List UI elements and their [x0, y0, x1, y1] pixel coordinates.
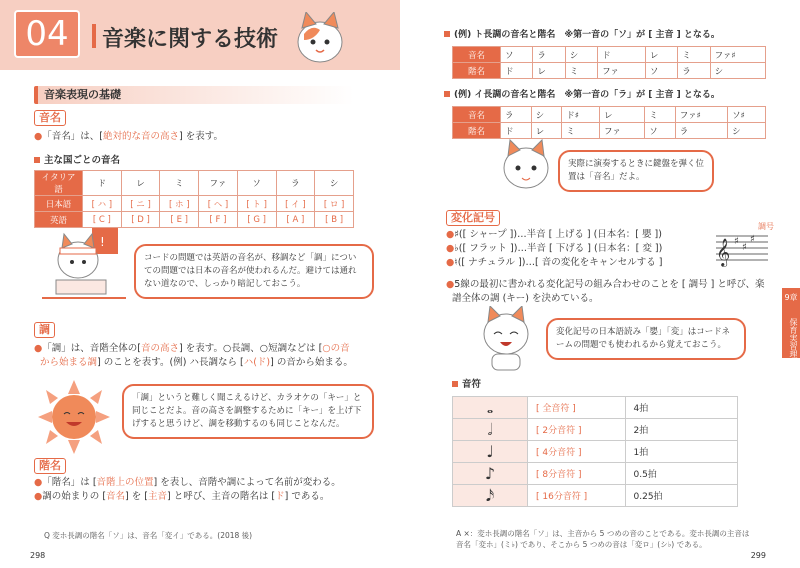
table-cell: [ ホ ]	[160, 196, 199, 212]
answer-footnote: A ×：変ホ長調の階名「ソ」は、主音から 5 つめの音のことである。変ホ長調の主音は 音名「変ホ」(ミ♭) であり、そこから 5 つめの音は「変ロ」(シ♭) である。	[456, 529, 750, 549]
henka-tag: 変化記号	[446, 210, 500, 226]
note-beats: 4拍	[625, 397, 738, 419]
note-beats: 0.5拍	[625, 463, 738, 485]
table-row	[453, 485, 738, 507]
svg-text:♯: ♯	[742, 242, 747, 253]
table-row	[453, 441, 738, 463]
note-names-table	[34, 170, 354, 228]
table-cell: ソ♯	[728, 107, 766, 123]
page-number-left: 298	[30, 551, 46, 560]
table-cell: ド	[501, 123, 532, 139]
table-cell: [ ニ ]	[121, 196, 160, 212]
note-name: [ 16分音符 ]	[528, 485, 626, 507]
table-cell: レ	[121, 171, 160, 196]
row-label: 英語	[35, 212, 83, 228]
table-cell: ド	[598, 47, 646, 63]
note-symbol-icon: 𝅗𝅥	[453, 419, 528, 441]
note-beats: 1拍	[625, 441, 738, 463]
note-beats: 0.25拍	[625, 485, 738, 507]
table-row	[453, 123, 766, 139]
chapter-side-label: 保育実習理論	[789, 318, 798, 366]
table-cell: [ F ]	[199, 212, 238, 228]
a-major-table	[452, 106, 766, 139]
example-2-title: (例) イ長調の音名と階名 ※第一音の「ラ」が [ 主音 ] となる。	[444, 88, 720, 102]
note-name: [ 8分音符 ]	[528, 463, 626, 485]
note-symbol-icon: 𝅝	[453, 397, 528, 419]
table-cell: ファ	[598, 63, 646, 79]
table-cell: シ	[531, 107, 562, 123]
chapter-title-bar	[92, 24, 96, 48]
svg-text:♯: ♯	[750, 234, 755, 245]
table-cell: ラ	[533, 47, 565, 63]
note-beats: 2拍	[625, 419, 738, 441]
note-symbol-icon: ♪	[453, 463, 528, 485]
g-major-table	[452, 46, 766, 79]
cat-happy-icon	[476, 306, 536, 372]
table-cell: ミ	[562, 123, 600, 139]
kaimei-text: ●「階名」は [音階上の位置] を表し、音階や調によって名前が変わる。 ●調の始まりの [音名] を [主音] と呼び、主音の階名は [ド] である。	[34, 477, 341, 502]
table-cell: レ	[600, 107, 645, 123]
table-row	[35, 171, 354, 196]
question-footnote: Q 変ホ長調の階名「ソ」は、音名「変イ」である。(2018 後)	[44, 531, 253, 540]
table-cell: [ ヘ ]	[199, 196, 238, 212]
table-cell: ラ	[276, 171, 315, 196]
accidentals-list: ●♯([ シャープ ])…半音 [ 上げる ] (日本名：[ 嬰 ]) ●♭([ フラット ])…半音 [ 下げる ] (日本名：[ 変 ]) ●♮([ ナチュラル ])…[ 音の変化をキャンセルする ]	[446, 229, 663, 268]
row-label: イタリア語	[35, 171, 83, 196]
chapter-title: 音楽に関する技術	[102, 27, 279, 52]
table-cell: ラ	[675, 123, 727, 139]
table-cell: ラ	[501, 107, 532, 123]
table-cell: ミ	[565, 63, 597, 79]
tip-bubble-1: コードの問題では英語の音名が、移調など「調」についての問題では日本の音名が使われるんだ。避けては通れない道なので、しっかり暗記しておこう。	[134, 244, 374, 299]
table-cell: [ G ]	[237, 212, 276, 228]
note-names-heading: 主な国ごとの音名	[34, 154, 120, 168]
table-cell: ド	[83, 171, 122, 196]
right-page	[400, 0, 800, 568]
cat-thinking-icon	[498, 138, 554, 194]
table-row	[453, 47, 766, 63]
table-cell: [ A ]	[276, 212, 315, 228]
example-1-title: (例) ト長調の音名と階名 ※第一音の「ソ」が [ 主音 ] となる。	[444, 28, 720, 42]
note-symbol-icon: 𝅘𝅥𝅯	[453, 485, 528, 507]
table-cell: シ	[565, 47, 597, 63]
row-label: 音名	[453, 47, 501, 63]
table-cell: ソ	[237, 171, 276, 196]
sun-character-icon	[34, 380, 114, 454]
staff-label: 調号	[758, 222, 774, 231]
svg-text:♯: ♯	[734, 236, 739, 247]
table-row	[35, 196, 354, 212]
table-cell: ラ	[678, 63, 710, 79]
table-cell: [ D ]	[121, 212, 160, 228]
svg-text:!: !	[100, 235, 105, 249]
table-cell: ソ	[501, 47, 533, 63]
table-cell: ファ	[600, 123, 645, 139]
table-cell: シ	[710, 63, 765, 79]
note-symbol-icon: ♩	[453, 441, 528, 463]
cat-mascot-icon	[292, 12, 348, 66]
table-cell: [ ハ ]	[83, 196, 122, 212]
table-row	[453, 107, 766, 123]
kaimei-tag: 階名	[34, 458, 66, 474]
table-cell: ミ	[645, 107, 676, 123]
table-cell: [ B ]	[315, 212, 354, 228]
table-cell: ファ	[199, 171, 238, 196]
row-label: 音名	[453, 107, 501, 123]
svg-text:𝄞: 𝄞	[716, 238, 731, 266]
table-cell: [ E ]	[160, 212, 199, 228]
section-title: 音楽表現の基礎	[34, 86, 354, 104]
table-cell: シ	[728, 123, 766, 139]
table-row	[453, 63, 766, 79]
table-cell: ド♯	[562, 107, 600, 123]
note-name: [ 2分音符 ]	[528, 419, 626, 441]
tip-bubble-3: 実際に演奏するときに鍵盤を弾く位置は「音名」だよ。	[558, 150, 714, 192]
note-values-table	[452, 396, 738, 507]
table-row	[453, 463, 738, 485]
note-name: [ 4分音符 ]	[528, 441, 626, 463]
table-cell: レ	[645, 47, 677, 63]
table-cell: [ ト ]	[237, 196, 276, 212]
table-cell: レ	[533, 63, 565, 79]
table-cell: ソ	[645, 123, 676, 139]
table-row	[453, 397, 738, 419]
table-row	[453, 419, 738, 441]
chou-tag: 調	[34, 322, 55, 338]
tip-bubble-4: 変化記号の日本語読み「嬰」「変」はコードネームの問題でも使われるから覚えておこう。	[546, 318, 746, 360]
onmei-tag: 音名	[34, 110, 66, 126]
row-label: 階名	[453, 123, 501, 139]
table-cell: ファ♯	[675, 107, 727, 123]
table-cell: ド	[501, 63, 533, 79]
row-label: 日本語	[35, 196, 83, 212]
onmei-text: ●「音名」は、[絶対的な音の高さ] を表す。	[34, 131, 223, 142]
chapter-side-tab: 9章	[782, 288, 800, 358]
row-label: 階名	[453, 63, 501, 79]
table-cell: [ ロ ]	[315, 196, 354, 212]
tip-bubble-2: 「調」というと難しく聞こえるけど、カラオケの「キー」と同じことだよ。音の高さを調整するために「キー」を上げ下げすると思うけど、調を移動するのも同じことなんだ。	[122, 384, 374, 439]
table-cell: ミ	[160, 171, 199, 196]
table-cell: ソ	[645, 63, 677, 79]
table-cell: [ C ]	[83, 212, 122, 228]
table-cell: ファ♯	[710, 47, 765, 63]
key-signature-text: ●5線の最初に書かれる変化記号の組み合わせのことを [ 調号 ] と呼び、楽 譜全体の調 (キー) を決めている。	[446, 279, 765, 304]
table-row	[35, 212, 354, 228]
table-cell: [ イ ]	[276, 196, 315, 212]
table-cell: レ	[531, 123, 562, 139]
chou-text: ●「調」は、音階全体の[音の高さ] を表す。○長調、○短調などは [○の音 から始まる調] のことを表す。(例) ハ長調なら [ハ(ド)] の音から始まる。	[34, 343, 353, 368]
chapter-number: 04	[14, 10, 80, 58]
table-cell: シ	[315, 171, 354, 196]
note-name: [ 全音符 ]	[528, 397, 626, 419]
page-number-right: 299	[750, 551, 766, 560]
cat-studying-icon	[42, 228, 126, 302]
notes-heading: 音符	[452, 378, 481, 392]
table-cell: ミ	[678, 47, 710, 63]
